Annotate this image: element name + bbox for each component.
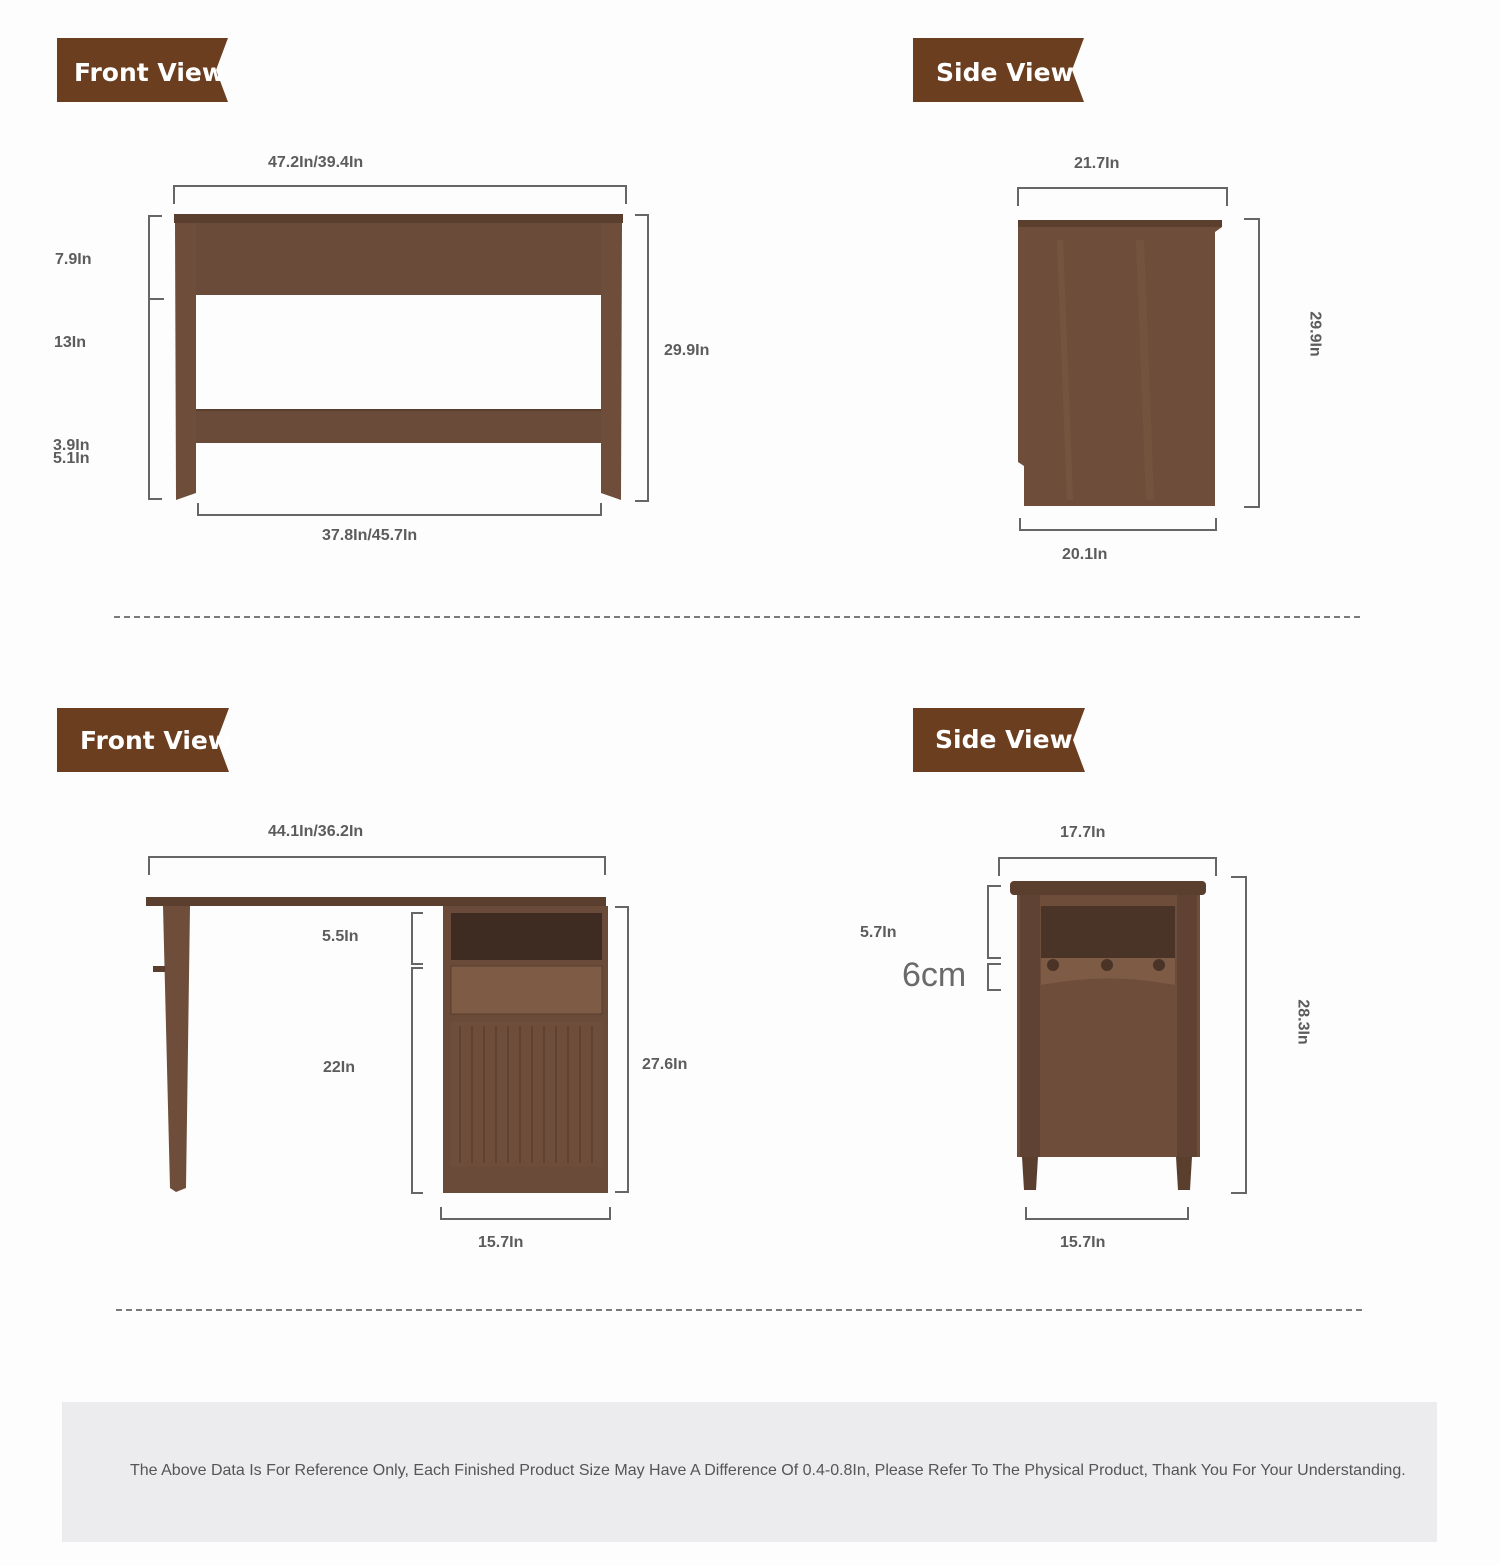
dim-width-top: 47.2In/39.4In: [268, 154, 364, 171]
dim-apron: 7.9In: [55, 251, 92, 268]
front-view-title-1: Front View: [74, 58, 225, 87]
dim-lower: 22In: [323, 1059, 356, 1076]
section-divider-1: [114, 616, 1360, 618]
side-view-title-2: Side View: [935, 725, 1073, 754]
dim-height-2: 27.6In: [642, 1056, 688, 1073]
dim-depth-bottom: 20.1In: [1062, 546, 1108, 563]
dim-depth-bottom-2: 15.7In: [1060, 1234, 1106, 1251]
cabinet-side-drawing: [1010, 881, 1206, 1190]
side-view-title-1: Side View: [936, 58, 1074, 87]
dim-cabinet-width: 15.7In: [478, 1234, 524, 1251]
section-divider-2: [116, 1309, 1362, 1311]
dim-bottom-gap: 5.1In: [53, 450, 90, 467]
cabinet-desk-front-drawing: [146, 897, 608, 1193]
dim-side-shelf: 5.7In: [860, 924, 897, 941]
dim-middle: 13In: [54, 334, 87, 351]
dim-shelf: 5.5In: [322, 928, 359, 945]
dim-stretcher: 3.9In: [53, 437, 90, 454]
dim-side-height-2: 28.3In: [1294, 999, 1312, 1045]
disclaimer-note: The Above Data Is For Reference Only, Each Finished Product Size May Have A Difference Of 0.4-0.8In, Please Refer To The Physical Product, Thank You For Your Understanding.: [130, 1462, 1406, 1479]
dim-width-top-2: 44.1In/36.2In: [268, 823, 364, 840]
dim-width-bottom: 37.8In/45.7In: [322, 527, 418, 544]
dim-height: 29.9In: [664, 342, 710, 359]
desk-front-drawing: [174, 214, 623, 500]
front-view-title-2: Front View: [80, 726, 231, 755]
desk-side-drawing: [1018, 220, 1222, 506]
dim-depth-top-2: 17.7In: [1060, 824, 1106, 841]
dim-drawer-gap: 6cm: [902, 956, 967, 994]
dim-side-height: 29.9In: [1306, 311, 1324, 357]
dim-depth-top: 21.7In: [1074, 155, 1120, 172]
